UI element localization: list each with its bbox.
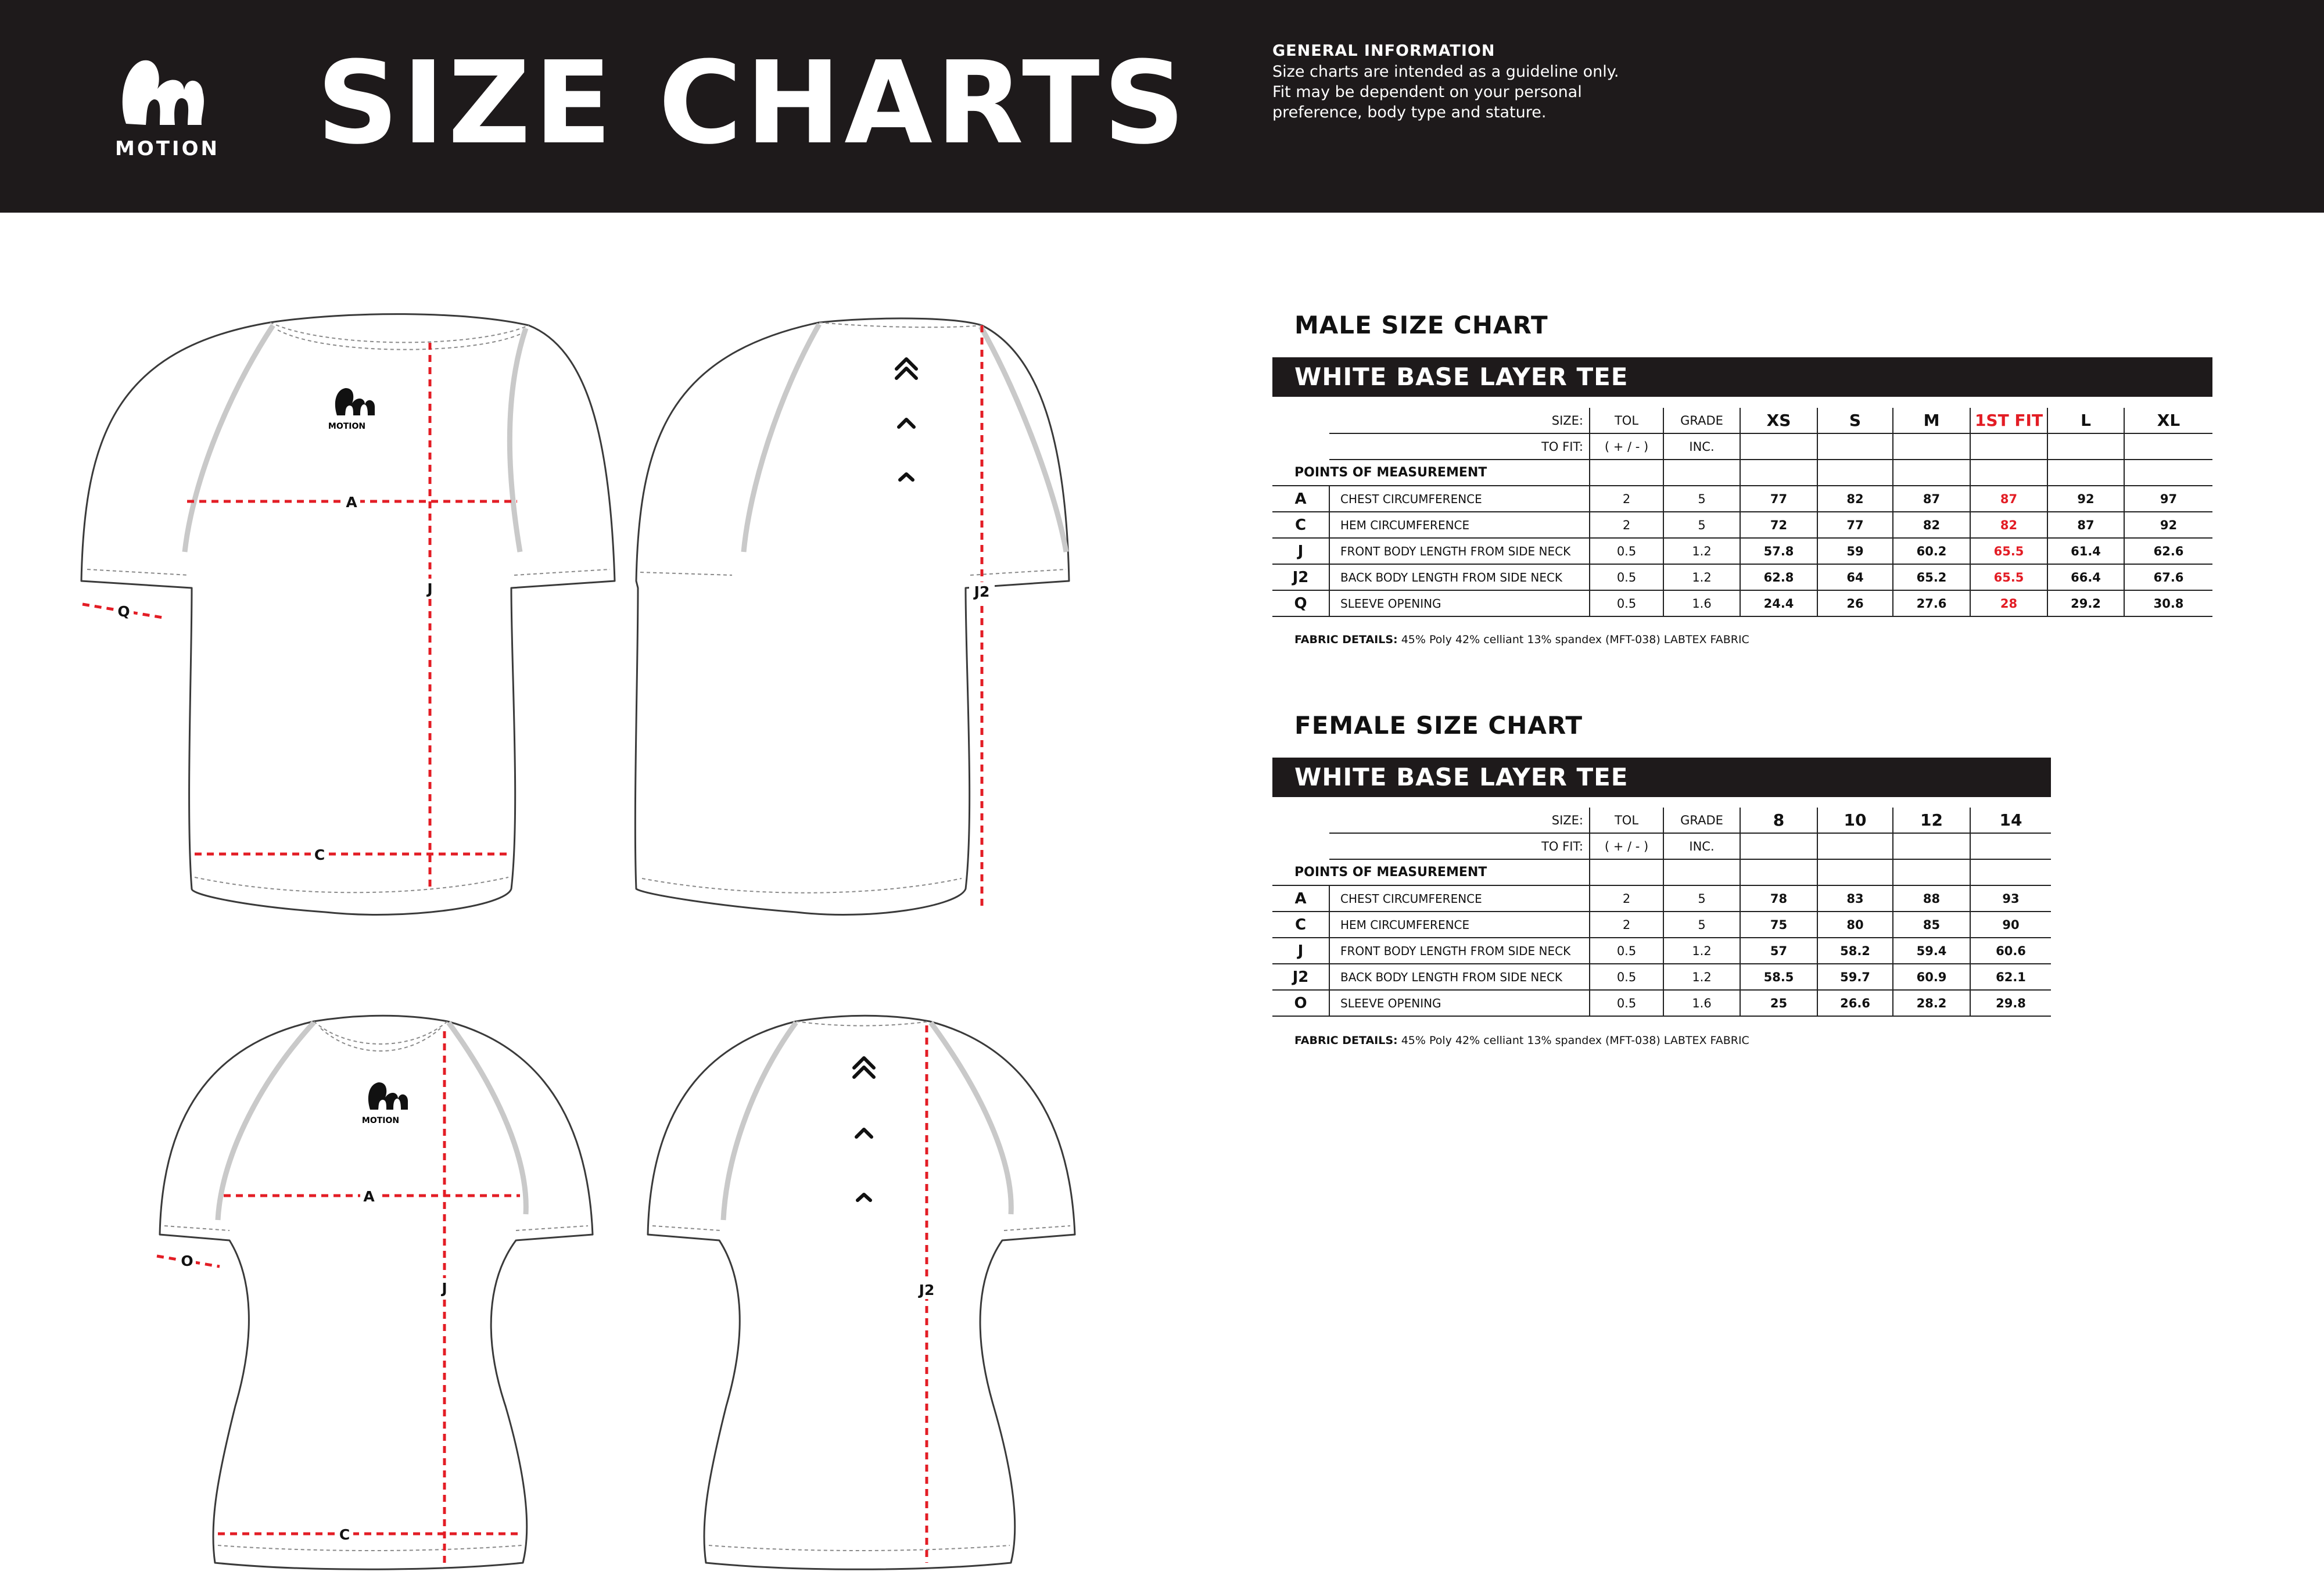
brand-name: MOTION <box>115 137 220 160</box>
size-value: 59.7 <box>1817 964 1893 990</box>
fabric-text: 45% Poly 42% celliant 13% spandex (MFT-038) LABTEX FABRIC <box>1401 1034 1749 1047</box>
size-value: 59 <box>1817 538 1893 564</box>
pom-desc: BACK BODY LENGTH FROM SIDE NECK <box>1329 564 1590 590</box>
grade-value: 1.2 <box>1663 938 1740 964</box>
pom-code: A <box>1272 486 1329 512</box>
fabric-text: 45% Poly 42% celliant 13% spandex (MFT-038) LABTEX FABRIC <box>1401 633 1749 646</box>
general-info-line: preference, body type and stature. <box>1272 103 1547 121</box>
label-j2: J2 <box>919 1282 935 1298</box>
tol-sub: ( + / - ) <box>1590 433 1663 460</box>
tol-value: 0.5 <box>1590 590 1663 616</box>
size-value: 93 <box>1970 885 2051 912</box>
tol-value: 2 <box>1590 512 1663 538</box>
size-value: 61.4 <box>2047 538 2124 564</box>
garment-diagrams <box>0 213 1255 1575</box>
tol-header: TOL <box>1590 808 1663 833</box>
size-value: 72 <box>1740 512 1817 538</box>
pom-desc: BACK BODY LENGTH FROM SIDE NECK <box>1329 964 1590 990</box>
female-chart-heading: FEMALE SIZE CHART <box>1294 711 1583 740</box>
tol-value: 0.5 <box>1590 538 1663 564</box>
grade-sub: INC. <box>1663 833 1740 859</box>
label-c: C <box>339 1526 350 1543</box>
size-value: 64 <box>1817 564 1893 590</box>
size-value: 28.2 <box>1893 990 1970 1016</box>
table-row <box>1272 538 2212 564</box>
pom-code: Q <box>1272 590 1329 616</box>
size-header: 1ST FIT <box>1970 408 2047 433</box>
size-value: 24.4 <box>1740 590 1817 616</box>
pom-desc: FRONT BODY LENGTH FROM SIDE NECK <box>1329 938 1590 964</box>
size-value: 28 <box>1970 590 2047 616</box>
size-value: 82 <box>1817 486 1893 512</box>
label-j: J <box>427 580 433 597</box>
table-row <box>1272 885 2051 912</box>
tol-header: TOL <box>1590 408 1663 433</box>
pom-desc: CHEST CIRCUMFERENCE <box>1329 885 1590 912</box>
table-row <box>1272 938 2051 964</box>
label-j: J <box>442 1280 447 1297</box>
to-fit-row <box>1272 433 2212 460</box>
fit-label: TO FIT: <box>1329 433 1590 460</box>
fit-label: TO FIT: <box>1329 833 1590 859</box>
size-value: 92 <box>2124 512 2212 538</box>
size-value: 29.2 <box>2047 590 2124 616</box>
size-label: SIZE: <box>1551 813 1584 827</box>
pom-code: A <box>1272 885 1329 912</box>
size-value: 88 <box>1893 885 1970 912</box>
pom-code: J2 <box>1272 564 1329 590</box>
table-row <box>1272 912 2051 938</box>
size-value: 62.1 <box>1970 964 2051 990</box>
label-c: C <box>314 846 325 863</box>
tol-value: 0.5 <box>1590 938 1663 964</box>
grade-value: 1.2 <box>1663 564 1740 590</box>
pom-code: J2 <box>1272 964 1329 990</box>
label-a: A <box>346 494 357 511</box>
size-value: 65.5 <box>1970 564 2047 590</box>
size-value: 82 <box>1893 512 1970 538</box>
size-value: 90 <box>1970 912 2051 938</box>
tol-value: 2 <box>1590 486 1663 512</box>
table-row <box>1272 590 2212 616</box>
size-value: 65.5 <box>1970 538 2047 564</box>
grade-header: GRADE <box>1663 408 1740 433</box>
grade-value: 5 <box>1663 912 1740 938</box>
size-value: 58.5 <box>1740 964 1817 990</box>
svg-text:MOTION: MOTION <box>361 1116 400 1125</box>
size-value: 75 <box>1740 912 1817 938</box>
pom-desc: CHEST CIRCUMFERENCE <box>1329 486 1590 512</box>
tol-value: 0.5 <box>1590 964 1663 990</box>
size-value: 26 <box>1817 590 1893 616</box>
female-fabric-details <box>1294 1034 1749 1047</box>
size-value: 87 <box>2047 512 2124 538</box>
size-header: 12 <box>1893 808 1970 833</box>
general-info-line: Size charts are intended as a guideline only. <box>1272 63 1619 81</box>
male-chart-heading: MALE SIZE CHART <box>1294 311 1548 339</box>
size-value: 29.8 <box>1970 990 2051 1016</box>
size-value: 97 <box>2124 486 2212 512</box>
size-header: S <box>1817 408 1893 433</box>
pom-title-row <box>1272 859 2051 885</box>
size-value: 85 <box>1893 912 1970 938</box>
size-value: 60.6 <box>1970 938 2051 964</box>
size-header-row <box>1272 808 2051 833</box>
tol-value: 0.5 <box>1590 990 1663 1016</box>
page-title: SIZE CHARTS <box>317 37 1189 170</box>
grade-value: 1.6 <box>1663 590 1740 616</box>
size-value: 87 <box>1970 486 2047 512</box>
size-header: L <box>2047 408 2124 433</box>
size-header: 10 <box>1817 808 1893 833</box>
to-fit-row <box>1272 833 2051 859</box>
size-value: 62.6 <box>2124 538 2212 564</box>
pom-code: J <box>1272 938 1329 964</box>
size-value: 78 <box>1740 885 1817 912</box>
pom-desc: FRONT BODY LENGTH FROM SIDE NECK <box>1329 538 1590 564</box>
size-header: M <box>1893 408 1970 433</box>
pom-title: POINTS OF MEASUREMENT <box>1272 460 1590 486</box>
grade-value: 1.6 <box>1663 990 1740 1016</box>
grade-value: 5 <box>1663 512 1740 538</box>
size-value: 65.2 <box>1893 564 1970 590</box>
table-row <box>1272 564 2212 590</box>
grade-value: 5 <box>1663 486 1740 512</box>
label-j2: J2 <box>974 583 990 600</box>
size-value: 30.8 <box>2124 590 2212 616</box>
size-value: 57 <box>1740 938 1817 964</box>
size-value: 25 <box>1740 990 1817 1016</box>
label-q: Q <box>117 603 130 620</box>
female-product-bar: WHITE BASE LAYER TEE <box>1272 758 2051 797</box>
table-row <box>1272 964 2051 990</box>
tol-sub: ( + / - ) <box>1590 833 1663 859</box>
grade-sub: INC. <box>1663 433 1740 460</box>
grade-value: 1.2 <box>1663 538 1740 564</box>
size-value: 82 <box>1970 512 2047 538</box>
table-row <box>1272 486 2212 512</box>
size-header: 8 <box>1740 808 1817 833</box>
size-value: 60.2 <box>1893 538 1970 564</box>
size-value: 60.9 <box>1893 964 1970 990</box>
table-row <box>1272 990 2051 1016</box>
pom-title-row <box>1272 460 2212 486</box>
table-row <box>1272 512 2212 538</box>
svg-text:MOTION: MOTION <box>328 422 366 431</box>
tol-value: 0.5 <box>1590 564 1663 590</box>
male-back-tee <box>635 318 1069 914</box>
size-header: 14 <box>1970 808 2051 833</box>
size-value: 58.2 <box>1817 938 1893 964</box>
size-value: 80 <box>1817 912 1893 938</box>
fabric-label: FABRIC DETAILS: <box>1294 633 1398 646</box>
grade-value: 5 <box>1663 885 1740 912</box>
label-a: A <box>363 1188 375 1205</box>
pom-desc: HEM CIRCUMFERENCE <box>1329 512 1590 538</box>
size-value: 62.8 <box>1740 564 1817 590</box>
pom-code: O <box>1272 990 1329 1016</box>
grade-value: 1.2 <box>1663 964 1740 990</box>
size-value: 59.4 <box>1893 938 1970 964</box>
pom-desc: SLEEVE OPENING <box>1329 590 1590 616</box>
size-value: 77 <box>1817 512 1893 538</box>
pom-code: J <box>1272 538 1329 564</box>
tol-value: 2 <box>1590 912 1663 938</box>
pom-code: C <box>1272 912 1329 938</box>
size-value: 57.8 <box>1740 538 1817 564</box>
pom-title: POINTS OF MEASUREMENT <box>1272 859 1590 885</box>
size-header: XL <box>2124 408 2212 433</box>
size-value: 26.6 <box>1817 990 1893 1016</box>
fabric-label: FABRIC DETAILS: <box>1294 1034 1398 1047</box>
male-front-tee <box>81 314 615 915</box>
male-size-table <box>1272 408 2212 617</box>
general-info-line: Fit may be dependent on your personal <box>1272 83 1582 101</box>
female-front-tee <box>157 1016 593 1569</box>
female-back-tee <box>648 1016 1075 1569</box>
size-header-row <box>1272 408 2212 433</box>
pom-code: C <box>1272 512 1329 538</box>
size-value: 77 <box>1740 486 1817 512</box>
female-size-table <box>1272 808 2051 1017</box>
size-value: 27.6 <box>1893 590 1970 616</box>
page-header <box>0 0 2324 213</box>
size-label: SIZE: <box>1551 413 1584 428</box>
pom-desc: HEM CIRCUMFERENCE <box>1329 912 1590 938</box>
size-value: 87 <box>1893 486 1970 512</box>
general-info-heading: GENERAL INFORMATION <box>1272 42 1495 60</box>
size-value: 67.6 <box>2124 564 2212 590</box>
size-value: 66.4 <box>2047 564 2124 590</box>
size-value: 83 <box>1817 885 1893 912</box>
male-product-bar: WHITE BASE LAYER TEE <box>1272 357 2212 397</box>
pom-desc: SLEEVE OPENING <box>1329 990 1590 1016</box>
grade-header: GRADE <box>1663 808 1740 833</box>
size-value: 92 <box>2047 486 2124 512</box>
tol-value: 2 <box>1590 885 1663 912</box>
label-o: O <box>181 1253 193 1269</box>
male-fabric-details <box>1294 633 1749 646</box>
size-header: XS <box>1740 408 1817 433</box>
